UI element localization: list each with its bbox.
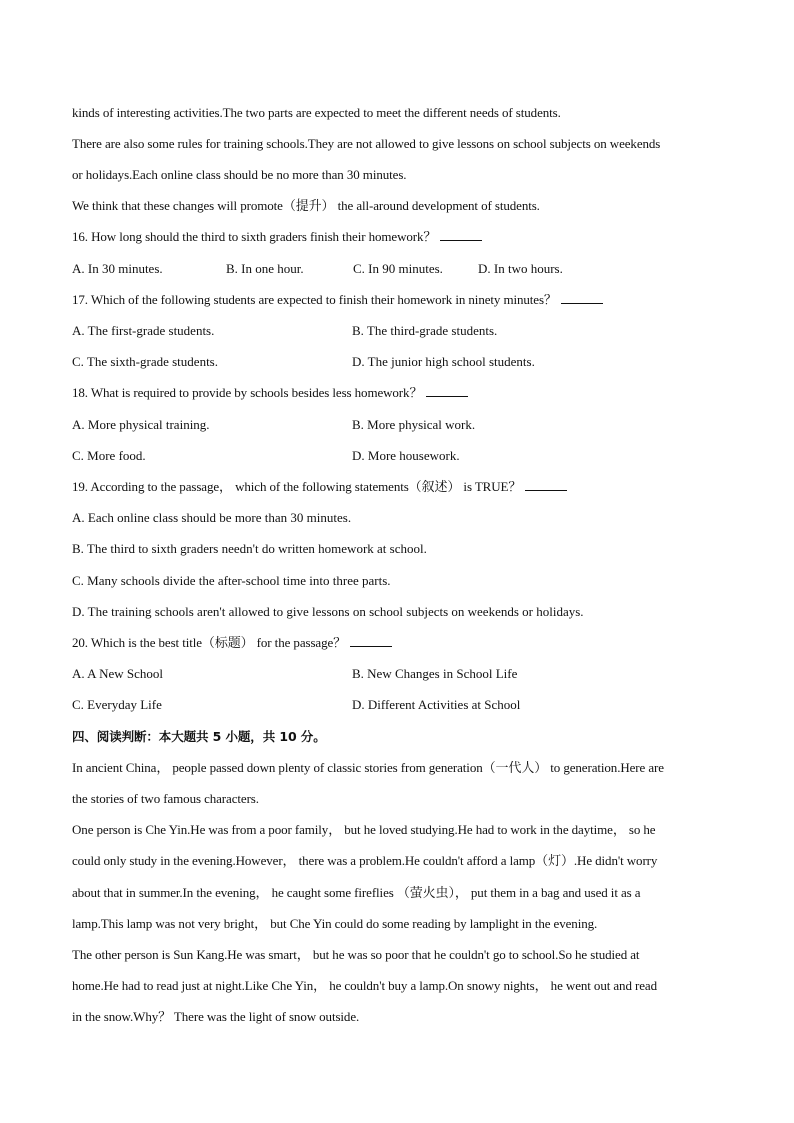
option-c[interactable]: C. Everyday Life [72, 697, 162, 712]
option-b[interactable]: B. In one hour. [226, 261, 304, 276]
question-stem: 20. Which is the best title（标题） for the passage？ [72, 635, 347, 650]
option-b[interactable]: B. The third to sixth graders needn't do written homework at school. [72, 541, 427, 556]
option-c[interactable]: C. Many schools divide the after-school time into three parts. [72, 573, 391, 588]
question-16 [72, 229, 482, 245]
answer-blank[interactable] [350, 635, 392, 647]
answer-blank[interactable] [561, 292, 603, 304]
passage-line: home.He had to read just at night.Like Che Yin， he couldn't buy a lamp.On snowy nights， he went out and read [72, 978, 657, 993]
passage-line: or holidays.Each online class should be no more than 30 minutes. [72, 167, 407, 182]
passage-line: in the snow.Why？ There was the light of snow outside. [72, 1009, 360, 1024]
question-20 [72, 635, 392, 651]
option-c[interactable]: C. More food. [72, 448, 146, 463]
option-a[interactable]: A. In 30 minutes. [72, 261, 163, 276]
question-17 [72, 292, 603, 308]
option-d[interactable]: D. More housework. [352, 448, 460, 463]
option-a[interactable]: A. A New School [72, 666, 163, 681]
passage-line: One person is Che Yin.He was from a poor family， but he loved studying.He had to work in the daytime， so he [72, 822, 656, 837]
option-d[interactable]: D. Different Activities at School [352, 697, 521, 712]
passage-line: the stories of two famous characters. [72, 791, 259, 806]
option-d[interactable]: D. The junior high school students. [352, 354, 535, 369]
question-stem: 19. According to the passage， which of the following statements（叙述） is TRUE？ [72, 479, 522, 494]
option-b[interactable]: B. More physical work. [352, 417, 476, 432]
passage-line: We think that these changes will promote（提升） the all-around development of students. [72, 198, 540, 213]
passage-line: lamp.This lamp was not very bright， but Che Yin could do some reading by lamplight in the evening. [72, 916, 598, 931]
section-heading: 四、阅读判断：本大题共 5 小题，共 10 分。 [72, 729, 326, 744]
passage-line: could only study in the evening.However， there was a problem.He couldn't afford a lamp（灯）.He didn't worry [72, 853, 658, 868]
option-c[interactable]: C. The sixth-grade students. [72, 354, 218, 369]
option-d[interactable]: D. In two hours. [478, 261, 563, 276]
answer-blank[interactable] [525, 479, 567, 491]
option-c[interactable]: C. In 90 minutes. [353, 261, 443, 276]
question-19 [72, 479, 567, 495]
question-stem: 18. What is required to provide by schools besides less homework？ [72, 385, 423, 400]
passage-line: In ancient China， people passed down plenty of classic stories from generation（一代人） to generation.Here are [72, 760, 664, 775]
option-a[interactable]: A. The first-grade students. [72, 323, 215, 338]
question-18 [72, 385, 468, 401]
passage-line: kinds of interesting activities.The two parts are expected to meet the different needs of students. [72, 105, 561, 120]
option-b[interactable]: B. New Changes in School Life [352, 666, 518, 681]
option-b[interactable]: B. The third-grade students. [352, 323, 498, 338]
question-stem: 16. How long should the third to sixth graders finish their homework？ [72, 229, 437, 244]
question-stem: 17. Which of the following students are expected to finish their homework in ninety minutes？ [72, 292, 557, 307]
passage-line: The other person is Sun Kang.He was smart， but he was so poor that he couldn't go to school.So he studied at [72, 947, 640, 962]
option-a[interactable]: A. More physical training. [72, 417, 210, 432]
answer-blank[interactable] [440, 229, 482, 241]
passage-line: about that in summer.In the evening， he caught some fireflies （萤火虫）， put them in a bag and used it as a [72, 885, 641, 900]
option-d[interactable]: D. The training schools aren't allowed to give lessons on school subjects on weekends or holidays. [72, 604, 584, 619]
answer-blank[interactable] [426, 385, 468, 397]
option-a[interactable]: A. Each online class should be more than 30 minutes. [72, 510, 352, 525]
passage-line: There are also some rules for training schools.They are not allowed to give lessons on school subjects on weekends [72, 136, 661, 151]
